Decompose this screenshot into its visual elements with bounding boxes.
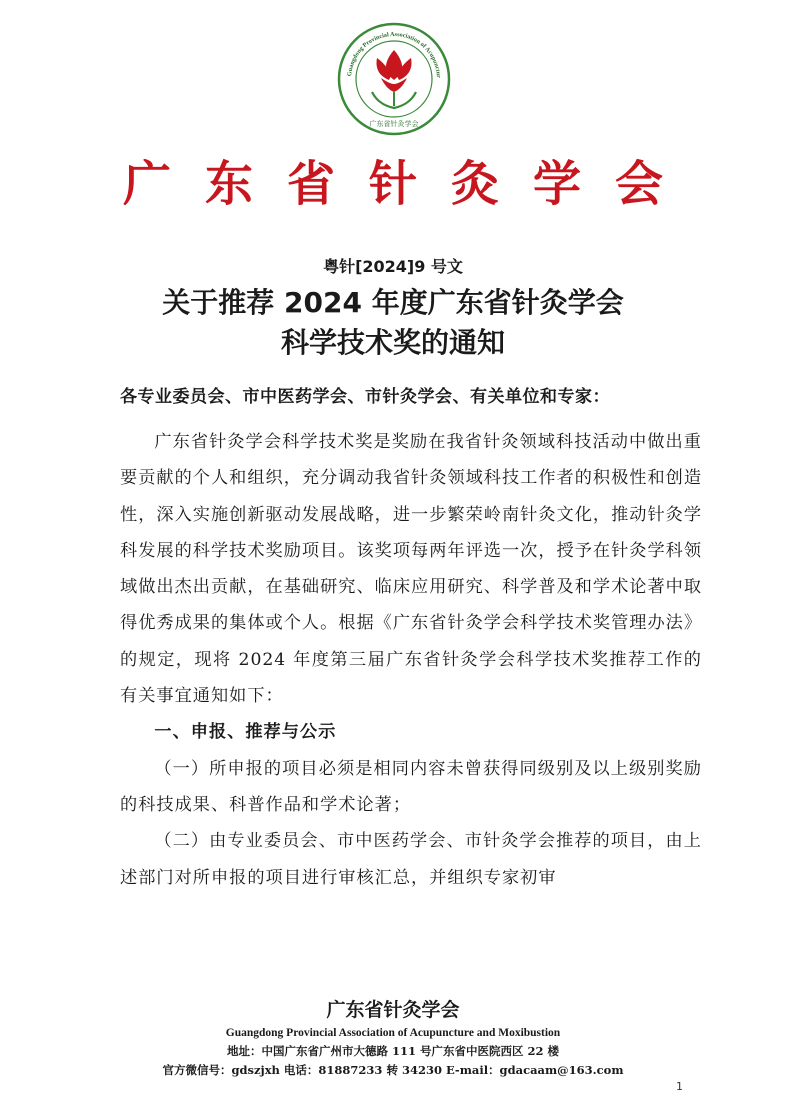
footer-org-name-en: Guangdong Provincial Association of Acupuncture and Moxibustion [225,1027,561,1039]
title-line-1: 关于推荐 2024 年度广东省针灸学会 [162,286,624,319]
flower-icon [377,50,412,92]
list-item: （二）由专业委员会、市中医药学会、市针灸学会推荐的项目，由上述部门对所申报的项目进行审核汇总，并组织专家初审 [120,831,702,888]
svg-text:Guangdong Provincial Associati: Guangdong Provincial Association of Acupunctur [346,30,442,79]
salutation: 各专业委员会、市中医药学会、市针灸学会、有关单位和专家： [120,387,610,407]
association-logo [337,22,451,136]
footer-address: 地址：中国广东省广州市大德路 111 号广东省中医院西区 22 楼 [226,1044,560,1058]
document-title [0,283,786,363]
title-line-2: 科学技术奖的通知 [280,326,505,359]
logo-bottom-text: 广东省针灸学会 [369,120,419,128]
footer-contact: 官方微信号：gdszjxh 电话：81887233 转 34230 E-mail：gdacaam@163.com [162,1063,624,1077]
page-number: 1 [676,1080,683,1093]
document-body [120,424,702,896]
section-heading: 一、申报、推荐与公示 [154,722,337,743]
doc-number: 粤针[2024]9 号文 [323,257,463,276]
footer-org-name-cn: 广东省针灸学会 [326,999,460,1021]
org-title: 广东省针灸学会 [122,156,697,212]
paragraph-intro: 广东省针灸学会科学技术奖是奖励在我省针灸领域科技活动中做出重要贡献的个人和组织，充分调动我省针灸领域科技工作者的积极性和创造性，深入实施创新驱动发展战略，进一步繁荣岭南针灸文化，推动针灸学科发展的科学技术奖励项目。该奖项每两年评选一次，授予在针灸学科领域做出杰出贡献，在基础研究、临床应用研究、科学普及和学术论著中取得优秀成果的集体或个人。根据《广东省针灸学会科学技术奖管理办法》的规定，现将 2024 年度第三届广东省针灸学会科学技术奖推荐工作的有关事宜通知如下： [120,432,703,707]
letterhead-footer [0,996,786,1080]
list-item: （一）所申报的项目必须是相同内容未曾获得同级别及以上级别奖励的科技成果、科普作品和学术论著； [120,758,702,815]
